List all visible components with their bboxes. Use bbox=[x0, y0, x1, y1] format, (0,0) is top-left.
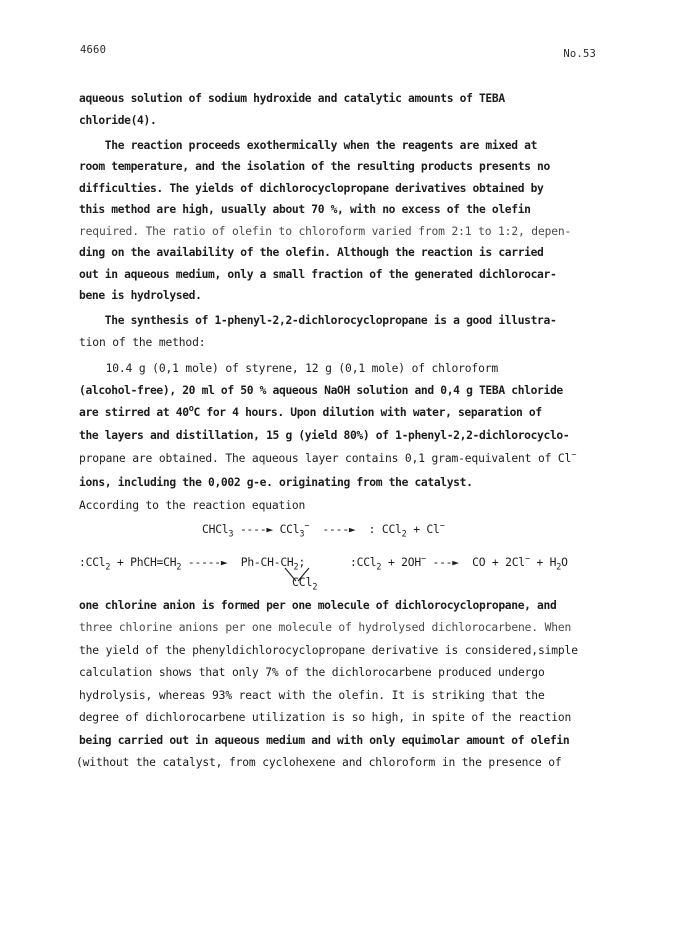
ring-ccl2-group: CCl$_2$ bbox=[292, 576, 318, 593]
text-line: chloride(4). bbox=[79, 114, 157, 127]
text-line: (without the catalyst, from cyclohexene and chloroform in the presence of bbox=[76, 756, 562, 769]
text-line: this method are high, usually about 70 %, with no excess of the olefin bbox=[79, 203, 531, 216]
text-line: (alcohol-free), 20 ml of 50 % aqueous NaOH solution and 0,4 g TEBA chloride bbox=[79, 384, 563, 397]
text-line: 10.4 g (0,1 mole) of styrene, 12 g (0,1 mole) of chloroform bbox=[79, 362, 499, 375]
text-line: room temperature, and the isolation of the resulting products presents no bbox=[79, 160, 550, 173]
text-line: aqueous solution of sodium hydroxide and catalytic amounts of TEBA bbox=[79, 92, 505, 105]
text-line: ions, including the 0,002 g-e. originating from the catalyst. bbox=[79, 476, 473, 489]
text-line: required. The ratio of olefin to chloroform varied from 2:1 to 1:2, depen- bbox=[79, 225, 572, 238]
text-line: calculation shows that only 7% of the dichlorocarbene produced undergo bbox=[79, 666, 545, 679]
text-line: the yield of the phenyldichlorocyclopropane derivative is considered,simple bbox=[79, 644, 578, 657]
text-line: tion of the method: bbox=[79, 336, 206, 349]
reaction-equation-2: :CCl$_2$ + $PhCH=CH_2$ -----► $Ph-CH-CH_2$; bbox=[79, 556, 306, 573]
text-line: bene is hydrolysed. bbox=[79, 289, 202, 302]
text-line: hydrolysis, whereas 93% react with the olefin. It is striking that the bbox=[79, 689, 545, 702]
text-line: the layers and distillation, 15 g (yield 80%) of 1-phenyl-2,2-dichlorocyclo- bbox=[79, 429, 570, 442]
text-line: difficulties. The yields of dichlorocyclopropane derivatives obtained by bbox=[79, 182, 544, 195]
text-line: The synthesis of 1-phenyl-2,2-dichlorocyclopropane is a good illustra- bbox=[79, 314, 557, 327]
text-line: one chlorine anion is formed per one molecule of dichlorocyclopropane, and bbox=[79, 599, 557, 612]
journal-issue-number: No.53 bbox=[563, 48, 596, 60]
reaction-equation-3: :CCl$_2$ + 2OH− ---► CO + $2Cl^- + H_2O$ bbox=[350, 554, 568, 573]
text-line: degree of dichlorocarbene utilization is so high, in spite of the reaction bbox=[79, 711, 572, 724]
text-line: ding on the availability of the olefin. Although the reaction is carried bbox=[79, 246, 544, 259]
text-line: being carried out in aqueous medium and with only equimolar amount of olefin bbox=[79, 734, 570, 747]
text-line: propane are obtained. The aqueous layer contains 0,1 gram-equivalent of Cl− bbox=[79, 450, 577, 465]
text-line: The reaction proceeds exothermically when the reagents are mixed at bbox=[79, 139, 538, 152]
text-line: out in aqueous medium, only a small fraction of the generated dichlorocar- bbox=[79, 268, 557, 281]
text-line: three chlorine anions per one molecule of hydrolysed dichlorocarbene. When bbox=[79, 621, 572, 634]
reaction-equation-1: CHCl$_3$ ----► CCl$_3$− ----► : CCl$_2$ + Cl− bbox=[202, 521, 445, 540]
text-line: According to the reaction equation bbox=[79, 499, 306, 512]
text-line: are stirred at 40$^o$C for 4 hours. Upon dilution with water, separation of bbox=[79, 404, 542, 419]
page-number: 4660 bbox=[80, 44, 107, 56]
